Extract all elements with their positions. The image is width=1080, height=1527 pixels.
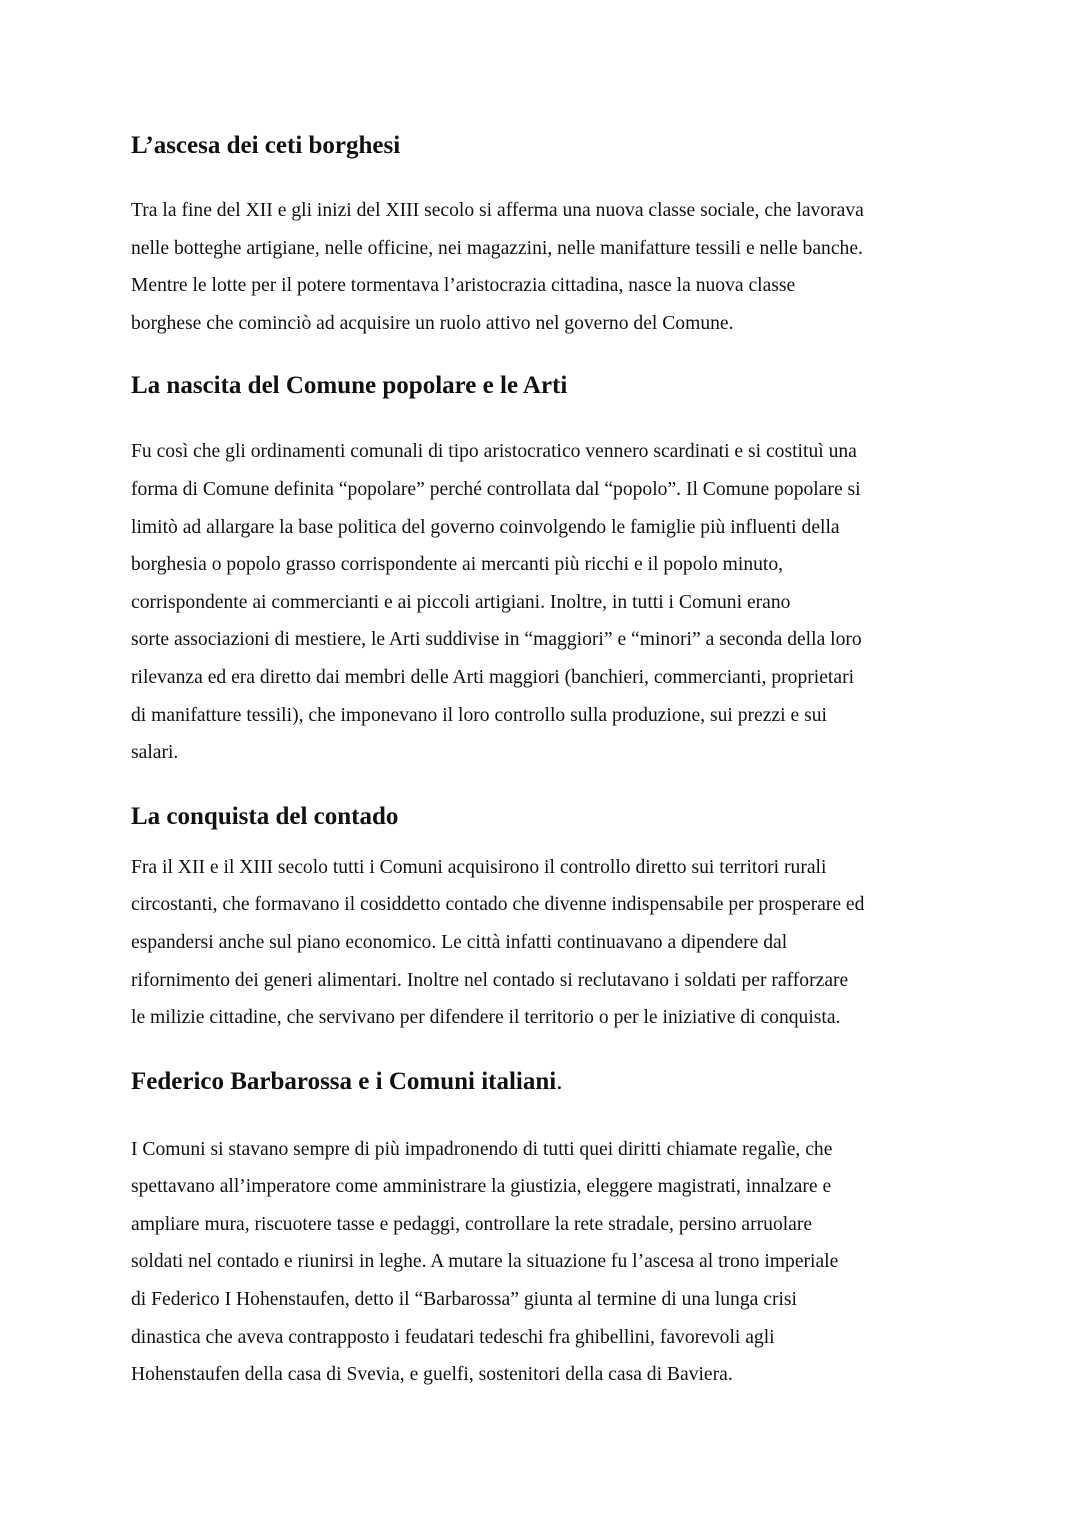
document-page xyxy=(131,124,961,1394)
section-title-text: Federico Barbarossa e i Comuni italiani xyxy=(131,1067,557,1095)
paragraph-line: Tra la fine del XII e gli inizi del XIII secolo si afferma una nuova classe sociale, che lavorava xyxy=(131,200,864,221)
paragraph-line: di Federico I Hohenstaufen, detto il “Barbarossa” giunta al termine di una lunga crisi xyxy=(131,1289,797,1311)
paragraph-line: Fu così che gli ordinamenti comunali di tipo aristocratico vennero scardinati e si costituì una xyxy=(131,441,857,463)
paragraph-line: dinastica che aveva contrapposto i feudatari tedeschi fra ghibellini, favorevoli agli xyxy=(131,1326,775,1348)
section-title-barbarossa xyxy=(131,1066,961,1098)
paragraph-line: corrispondente ai commercianti e ai piccoli artigiani. Inoltre, in tutti i Comuni erano xyxy=(131,591,791,613)
paragraph-line: Mentre le lotte per il potere tormentava l’aristocrazia cittadina, nasce la nuova classe xyxy=(131,275,796,297)
paragraph-line: rifornimento dei generi alimentari. Inoltre nel contado si reclutavano i soldati per rafforzare xyxy=(131,969,849,991)
paragraph-line: I Comuni si stavano sempre di più impadronendo di tutti quei diritti chiamate regalìe, che xyxy=(131,1138,833,1160)
paragraph-line: salari. xyxy=(131,742,179,764)
paragraph-ascesa xyxy=(131,192,961,342)
paragraph-contado xyxy=(131,849,961,1037)
section-title-text: La nascita del Comune popolare e le Arti xyxy=(131,372,568,400)
paragraph-line: le milizie cittadine, che servivano per difendere il territorio o per le iniziative di conquista. xyxy=(131,1007,841,1029)
paragraph-line: circostanti, che formavano il cosiddetto contado che divenne indispensabile per prosperare ed xyxy=(131,894,865,916)
section-title-ascesa xyxy=(131,130,961,162)
paragraph-line: forma di Comune definita “popolare” perché controllata dal “popolo”. Il Comune popolare si xyxy=(131,478,861,500)
paragraph-line: borghese che cominciò ad acquisire un ruolo attivo nel governo del Comune. xyxy=(131,312,734,334)
paragraph-line: nelle botteghe artigiane, nelle officine, nei magazzini, nelle manifatture tessili e nelle banche. xyxy=(131,237,863,259)
paragraph-line: ampliare mura, riscuotere tasse e pedaggi, controllare la rete stradale, persino arruolare xyxy=(131,1213,813,1235)
paragraph-line: limitò ad allargare la base politica del governo coinvolgendo le famiglie più influenti della xyxy=(131,516,840,538)
section-title-contado xyxy=(131,801,961,833)
paragraph-line: espandersi anche sul piano economico. Le città infatti continuavano a dipendere dal xyxy=(131,931,788,953)
paragraph-line: sorte associazioni di mestiere, le Arti suddivise in “maggiori” e “minori” a seconda della loro xyxy=(131,629,862,651)
section-title-text: La conquista del contado xyxy=(131,802,399,830)
section-title-trail: . xyxy=(556,1067,563,1095)
paragraph-line: soldati nel contado e riunirsi in leghe. A mutare la situazione fu l’ascesa al trono imperiale xyxy=(131,1251,839,1273)
paragraph-barbarossa xyxy=(131,1131,961,1394)
paragraph-line: borghesia o popolo grasso corrispondente ai mercanti più ricchi e il popolo minuto, xyxy=(131,554,784,576)
paragraph-comune-popolare xyxy=(131,433,961,771)
paragraph-line: Fra il XII e il XIII secolo tutti i Comuni acquisirono il controllo diretto sui territori rurali xyxy=(131,856,827,878)
paragraph-line: spettavano all’imperatore come amministrare la giustizia, eleggere magistrati, innalzare e xyxy=(131,1176,832,1198)
paragraph-line: Hohenstaufen della casa di Svevia, e guelfi, sostenitori della casa di Baviera. xyxy=(131,1364,733,1386)
section-title-text: L’ascesa dei ceti borghesi xyxy=(131,132,401,159)
section-title-comune-popolare xyxy=(131,370,961,402)
paragraph-line: di manifatture tessili), che imponevano il loro controllo sulla produzione, sui prezzi e sui xyxy=(131,704,827,726)
paragraph-line: rilevanza ed era diretto dai membri delle Arti maggiori (banchieri, commercianti, proprietari xyxy=(131,666,855,688)
